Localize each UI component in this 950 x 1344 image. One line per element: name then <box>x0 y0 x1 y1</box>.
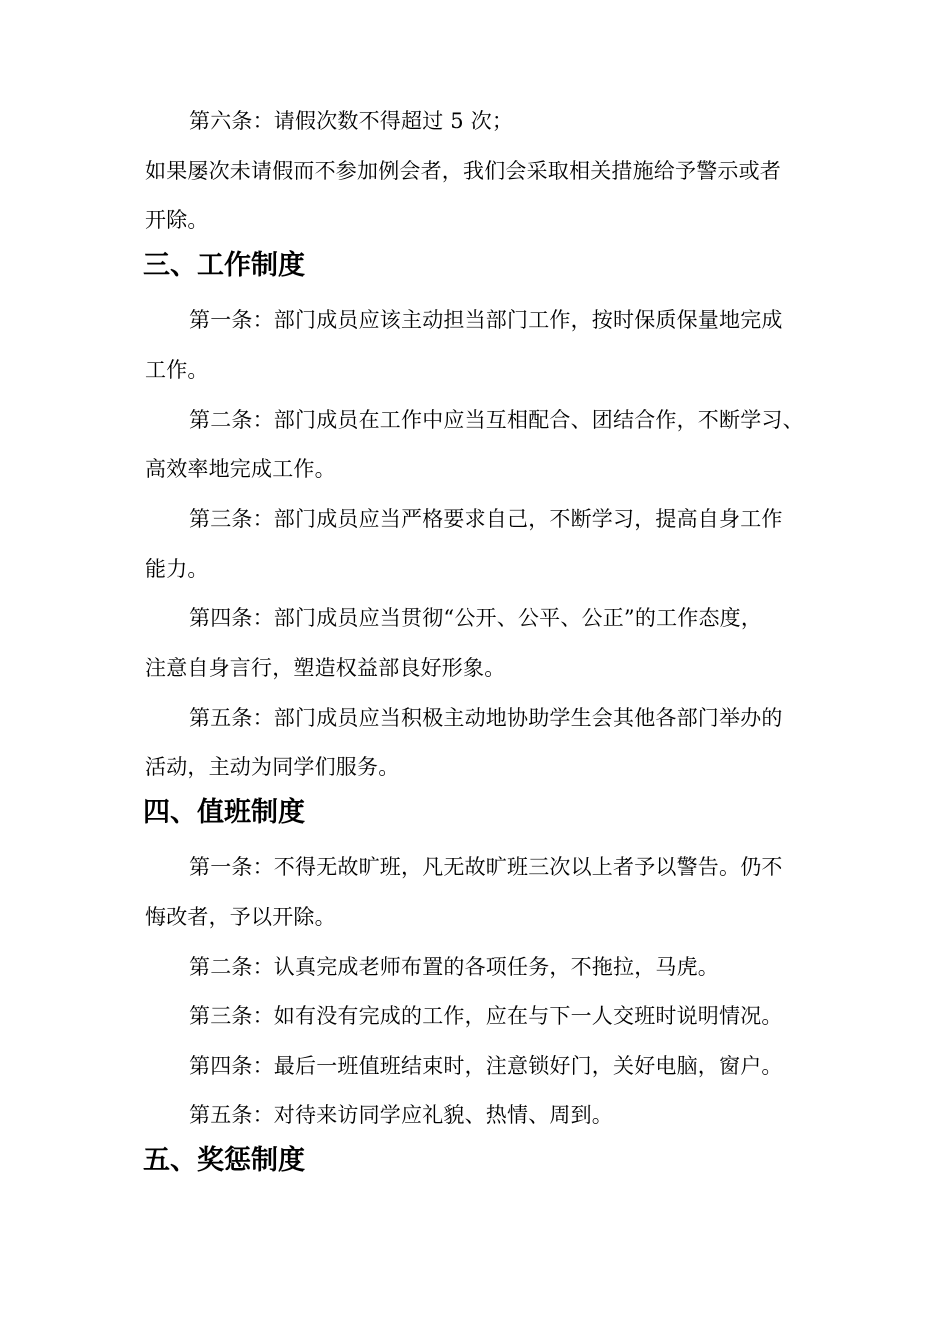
duty-article-1-line-2: 悔改者，予以开除。 <box>145 905 336 929</box>
work-article-3-line-1: 第三条：部门成员应当严格要求自己，不断学习，提高自身工作 <box>189 507 783 531</box>
leave-article-6: 第六条：请假次数不得超过 5 次； <box>189 109 514 133</box>
section-heading-work: 三、工作制度 <box>143 250 305 281</box>
work-article-4-line-1: 第四条：部门成员应当贯彻“公开、公平、公正”的工作态度， <box>189 606 763 630</box>
duty-article-5: 第五条：对待来访同学应礼貌、热情、周到。 <box>189 1103 613 1127</box>
section-heading-duty: 四、值班制度 <box>143 797 305 828</box>
work-article-1-line-2: 工作。 <box>145 358 209 382</box>
leave-note-line-1: 如果屡次未请假而不参加例会者，我们会采取相关措施给予警示或者 <box>145 159 781 183</box>
work-article-5-line-2: 活动，主动为同学们服务。 <box>145 755 400 779</box>
duty-article-4: 第四条：最后一班值班结束时，注意锁好门，关好电脑，窗户。 <box>189 1054 783 1078</box>
work-article-4-line-2: 注意自身言行，塑造权益部良好形象。 <box>145 656 506 680</box>
duty-article-2: 第二条：认真完成老师布置的各项任务，不拖拉，马虎。 <box>189 955 719 979</box>
section-heading-reward: 五、奖惩制度 <box>143 1145 305 1176</box>
work-article-2-line-2: 高效率地完成工作。 <box>145 457 336 481</box>
work-article-2-line-1: 第二条：部门成员在工作中应当互相配合、团结合作，不断学习、 <box>189 408 804 432</box>
work-article-5-line-1: 第五条：部门成员应当积极主动地协助学生会其他各部门举办的 <box>189 706 783 730</box>
leave-note-line-2: 开除。 <box>145 208 209 232</box>
duty-article-1-line-1: 第一条：不得无故旷班，凡无故旷班三次以上者予以警告。仍不 <box>189 855 783 879</box>
duty-article-3: 第三条：如有没有完成的工作，应在与下一人交班时说明情况。 <box>189 1004 783 1028</box>
work-article-1-line-1: 第一条：部门成员应该主动担当部门工作，按时保质保量地完成 <box>189 308 783 332</box>
work-article-3-line-2: 能力。 <box>145 557 209 581</box>
